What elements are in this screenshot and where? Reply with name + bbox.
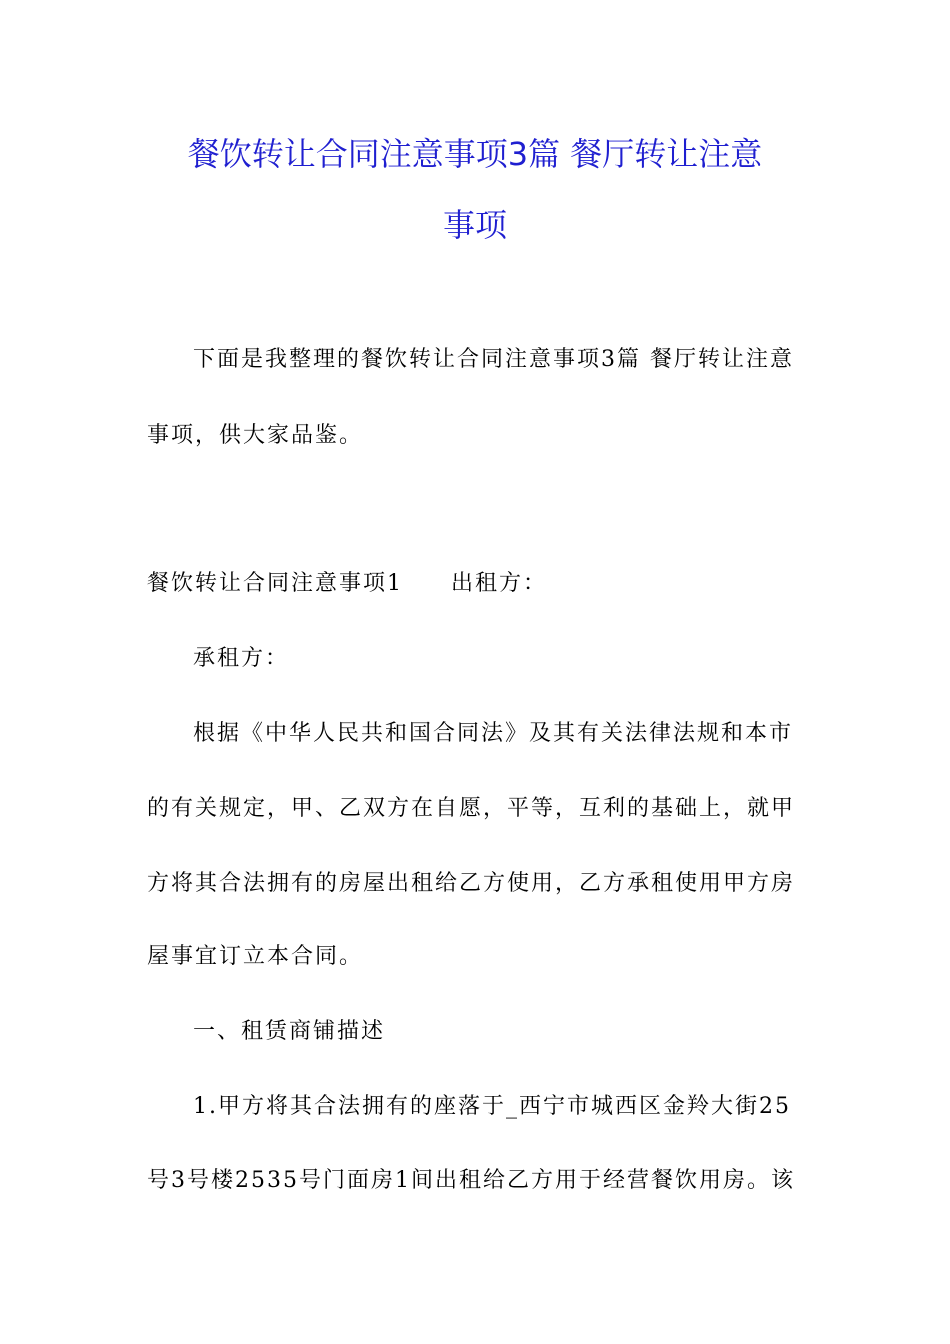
paragraph-1-line-2: 的有关规定，甲、乙双方在自愿，平等，互利的基础上，就甲: [147, 796, 796, 821]
section-heading: 餐饮转让合同注意事项1: [147, 571, 403, 596]
article-1-heading: 一、租赁商铺描述: [193, 1019, 386, 1044]
clause-1-line-2: 号3号楼2535号门面房1间出租给乙方用于经营餐饮用房。该: [147, 1168, 795, 1193]
paragraph-1-line-4: 屋事宜订立本合同。: [147, 944, 364, 969]
intro-line-1: 下面是我整理的餐饮转让合同注意事项3篇 餐厅转让注意: [193, 347, 794, 372]
document-title-line-1: 餐饮转让合同注意事项3篇 餐厅转让注意: [187, 135, 763, 173]
paragraph-1-line-1: 根据《中华人民共和国合同法》及其有关法律法规和本市: [193, 721, 794, 746]
document-title-line-2: 事项: [442, 206, 507, 244]
intro-line-2: 事项，供大家品鉴。: [147, 423, 364, 448]
clause-1-line-1: 1.甲方将其合法拥有的座落于_西宁市城西区金羚大街25: [193, 1094, 791, 1119]
section-heading-row: [147, 569, 547, 599]
lessee-label: 承租方：: [193, 646, 290, 671]
paragraph-1-line-3: 方将其合法拥有的房屋出租给乙方使用，乙方承租使用甲方房: [147, 871, 796, 896]
lessor-label: 出租方：: [451, 571, 548, 596]
